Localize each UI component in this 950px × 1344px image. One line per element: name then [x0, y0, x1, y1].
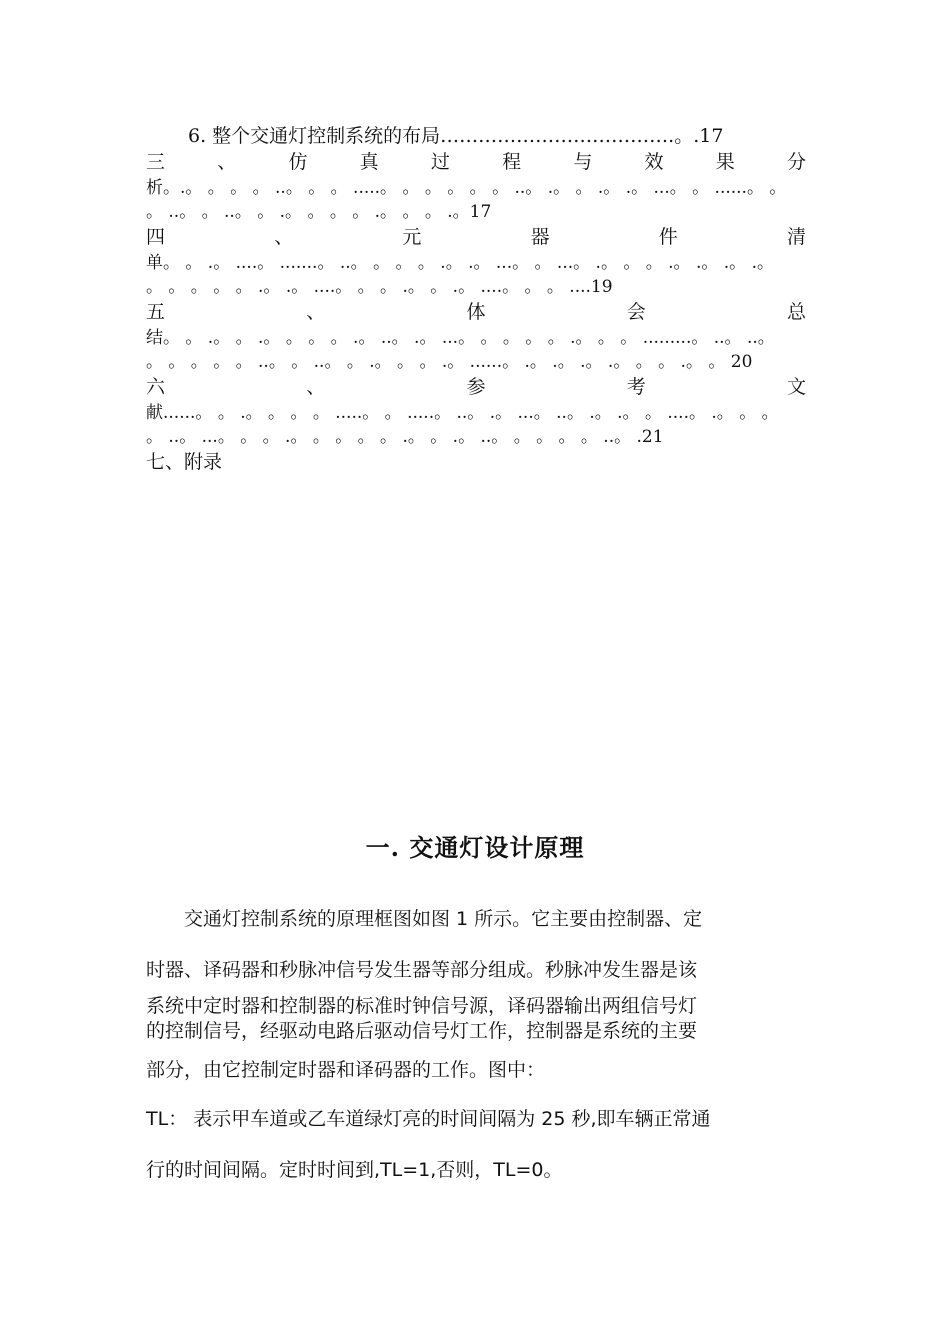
toc-item-6-title: 六 、 参 考 文 [146, 376, 806, 398]
body-line-2: 时器、译码器和秒脉冲信号发生器等部分组成。秒脉冲发生器是该 [146, 959, 698, 981]
body-line-3: 系统中定时器和控制器的标准时钟信号源，译码器输出两组信号灯 [146, 995, 698, 1017]
body-line-4: 的控制信号，经驱动电路后驱动信号灯工作，控制器是系统的主要 [146, 1020, 698, 1042]
body-line-7: 行的时间间隔。定时时间到,TL=1,否则，TL=0。 [146, 1159, 563, 1181]
body-line-6: TL： 表示甲车道或乙车道绿灯亮的时间间隔为 25 秒,即车辆正常通 [146, 1108, 711, 1130]
section-heading: 一. 交通灯设计原理 [365, 833, 585, 862]
body-line-5: 部分，由它控制定时器和译码器的工作。图中： [146, 1059, 546, 1081]
toc-item-3-page: 。 ..。 。 ..。 。 .。 。 。 。 .。 。 。 .。17 [146, 202, 492, 222]
toc-item-5-page: 。 。 。 。 。 ..。 。 ..。 。 .。 。 。 .。 ......。 .。 .。 .。 .。 。 。 .。 。 20 [146, 352, 753, 372]
toc-item-6-leader: 献......。 。 .。 。 。 。 .....。 。 .....。 ..。 .。 ...。 ..。 .。 .。 。 ....。 .。 。 。 [146, 403, 779, 423]
toc-item-5-title: 五 、 体 会 总 [146, 301, 806, 323]
toc-item-4-title: 四 、 元 器 件 清 [146, 226, 806, 248]
toc-item-5-leader: 结。 。 .。 。 .。 。 。 。 .。 ..。 .。 ...。 。 。 。 。 .。 。 。 .........。 ..。 ..。 [146, 328, 775, 348]
toc-item-3-leader: 析。.。 。 。 。 ..。 。 。 .....。 。 。 。 。 。 ..。 .。 。 .。 .。 ...。 。 ......。 。 [146, 178, 787, 198]
toc-item-6: 6. 整个交通灯控制系统的布局……………………………….。.17 [188, 125, 724, 147]
toc-item-7: 七、附录 [146, 451, 223, 473]
toc-item-4-page: 。 。 。 。 。 .。 .。 ....。 。 。 .。 。 .。 ....。 。 。 ....19 [146, 277, 613, 297]
toc-item-3-title: 三 、 仿 真 过 程 与 效 果 分 [146, 151, 806, 173]
toc-item-6-page: 。 ..。 ...。 。 。 .。 。 。 。 。 .。 。 .。 ..。 。 。 。 。 ..。 .21 [146, 427, 664, 447]
body-line-1: 交通灯控制系统的原理框图如图 1 所示。它主要由控制器、定 [184, 908, 703, 930]
toc-item-4-leader: 单。 。 .。 ....。 .......。 ..。 。 。 。 .。 .。 ...。 。 ...。 .。 。 。 .。 .。 .。 .。 [146, 253, 774, 273]
